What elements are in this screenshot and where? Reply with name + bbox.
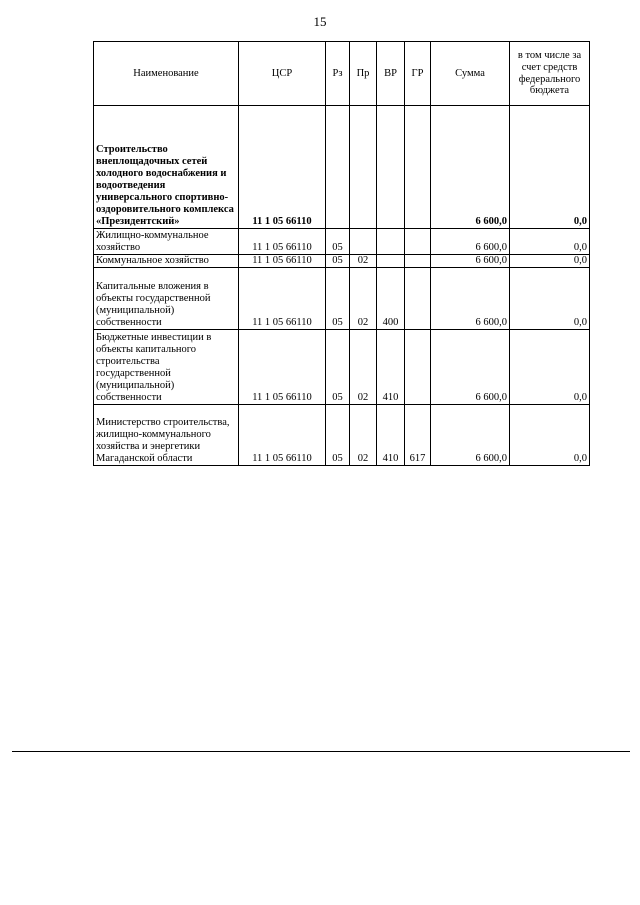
row-gr: 617 (405, 405, 431, 466)
budget-table (93, 41, 590, 466)
row-federal: 0,0 (510, 229, 590, 255)
header-federal: в том числе за счет средств федерального бюджета (510, 42, 590, 106)
row-sum: 6 600,0 (431, 330, 510, 405)
row-pr: 02 (350, 268, 377, 330)
row-rz: 05 (326, 405, 350, 466)
row-pr: 02 (350, 330, 377, 405)
header-name: Наименование (94, 42, 239, 106)
row-csr: 11 1 05 66110 (239, 405, 326, 466)
row-sum: 6 600,0 (431, 405, 510, 466)
header-row (94, 42, 590, 106)
table-row (94, 268, 590, 330)
row-federal: 0,0 (510, 255, 590, 268)
header-rz: Рз (326, 42, 350, 106)
header-csr: ЦСР (239, 42, 326, 106)
row-name: Коммунальное хозяйство (94, 255, 239, 268)
row-federal: 0,0 (510, 330, 590, 405)
table-row (94, 405, 590, 466)
row-vr (377, 255, 405, 268)
row-rz: 05 (326, 268, 350, 330)
row-pr (350, 106, 377, 229)
row-csr: 11 1 05 66110 (239, 268, 326, 330)
row-gr (405, 330, 431, 405)
row-gr (405, 229, 431, 255)
row-sum: 6 600,0 (431, 255, 510, 268)
row-vr: 410 (377, 330, 405, 405)
row-csr: 11 1 05 66110 (239, 106, 326, 229)
row-csr: 11 1 05 66110 (239, 255, 326, 268)
row-gr (405, 106, 431, 229)
row-pr (350, 229, 377, 255)
row-federal: 0,0 (510, 405, 590, 466)
page-number: 15 (313, 14, 327, 29)
row-gr (405, 268, 431, 330)
row-rz: 05 (326, 330, 350, 405)
row-pr: 02 (350, 255, 377, 268)
row-vr: 410 (377, 405, 405, 466)
header-gr: ГР (405, 42, 431, 106)
row-pr: 02 (350, 405, 377, 466)
row-name: Министерство строительства, жилищно-коммунального хозяйства и энергетики Магаданской области (94, 405, 239, 466)
table-row (94, 255, 590, 268)
row-csr: 11 1 05 66110 (239, 330, 326, 405)
footer-divider (12, 751, 630, 752)
row-csr: 11 1 05 66110 (239, 229, 326, 255)
row-name: Жилищно-коммунальное хозяйство (94, 229, 239, 255)
row-federal: 0,0 (510, 106, 590, 229)
row-name: Бюджетные инвестиции в объекты капитального строительства государственной (муниципальной) собственности (94, 330, 239, 405)
row-federal: 0,0 (510, 268, 590, 330)
header-sum: Сумма (431, 42, 510, 106)
row-name: Строительство внеплощадочных сетей холодного водоснабжения и водоотведения универсального спортивно-оздоровительного комплекса «Президентский» (94, 106, 239, 229)
row-sum: 6 600,0 (431, 106, 510, 229)
row-rz: 05 (326, 229, 350, 255)
table-row (94, 229, 590, 255)
row-vr (377, 229, 405, 255)
row-vr: 400 (377, 268, 405, 330)
table-row (94, 106, 590, 229)
table-row (94, 330, 590, 405)
header-vr: ВР (377, 42, 405, 106)
header-pr: Пр (350, 42, 377, 106)
row-sum: 6 600,0 (431, 229, 510, 255)
row-name: Капитальные вложения в объекты государственной (муниципальной) собственности (94, 268, 239, 330)
row-sum: 6 600,0 (431, 268, 510, 330)
row-rz: 05 (326, 255, 350, 268)
row-gr (405, 255, 431, 268)
row-vr (377, 106, 405, 229)
row-rz (326, 106, 350, 229)
